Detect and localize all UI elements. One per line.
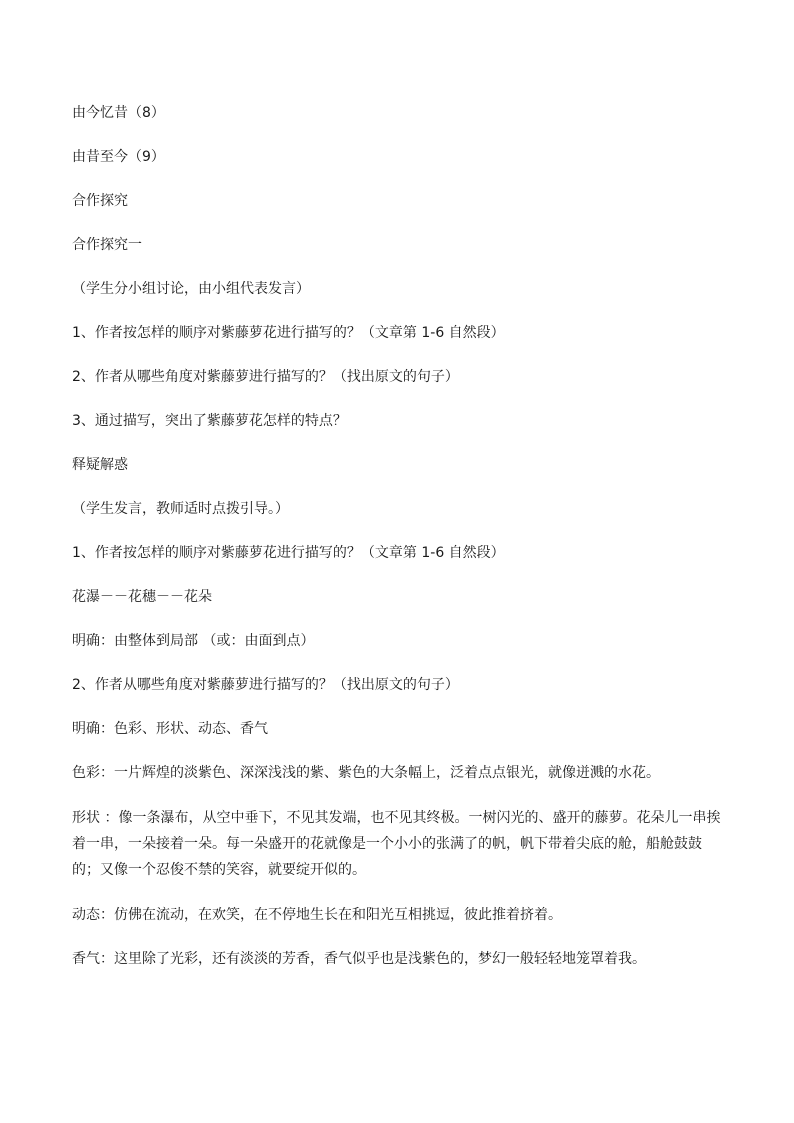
aspect-fragrance: 香气：这里除了光彩，还有淡淡的芳香，香气似乎也是浅紫色的，梦幻一般轻轻地笼罩着我。 — [72, 951, 646, 967]
instruction-1: （学生分小组讨论，由小组代表发言） — [72, 281, 310, 297]
section-heading-hezuo: 合作探究 — [72, 193, 128, 209]
answer-question-2: 2、作者从哪些角度对紫藤萝进行描写的？（找出原文的句子） — [72, 677, 459, 693]
answer-sequence: 花瀑－－花穗－－花朵 — [72, 589, 212, 605]
line-1: 由今忆昔（8） — [72, 105, 165, 121]
instruction-2: （学生发言，教师适时点拨引导。） — [72, 501, 289, 517]
answer-clarify-2: 明确：色彩、形状、动态、香气 — [72, 721, 268, 737]
answer-question-1: 1、作者按怎样的顺序对紫藤萝花进行描写的？（文章第 1-6 自然段） — [72, 545, 505, 561]
document-body — [72, 101, 728, 971]
aspect-color: 色彩：一片辉煌的淡紫色、深深浅浅的紫、紫色的大条幅上，泛着点点银光，就像迸溅的水花。 — [72, 765, 660, 781]
answer-clarify-1: 明确：由整体到局部 （或：由面到点） — [72, 633, 315, 649]
aspect-shape: 形状 ：像一条瀑布，从空中垂下，不见其发端，也不见其终极。一树闪光的、盛开的藤萝。花朵儿一串挨着一串，一朵接着一朵。每一朵盛开的花就像是一个小小的张满了的帆，帆下带着尖底的舱，船舱鼓鼓的；又像一个忍俊不禁的笑容，就要绽开似的。 — [72, 810, 721, 878]
subheading-hezuo-1: 合作探究一 — [72, 237, 142, 253]
line-2: 由昔至今（9） — [72, 149, 165, 165]
aspect-motion: 动态：仿佛在流动，在欢笑，在不停地生长在和阳光互相挑逗，彼此推着挤着。 — [72, 907, 562, 923]
section-heading-shiyi: 释疑解惑 — [72, 457, 128, 473]
question-1: 1、作者按怎样的顺序对紫藤萝花进行描写的？（文章第 1-6 自然段） — [72, 325, 505, 341]
question-2: 2、作者从哪些角度对紫藤萝进行描写的？（找出原文的句子） — [72, 369, 459, 385]
question-3: 3、通过描写，突出了紫藤萝花怎样的特点？ — [72, 413, 347, 429]
